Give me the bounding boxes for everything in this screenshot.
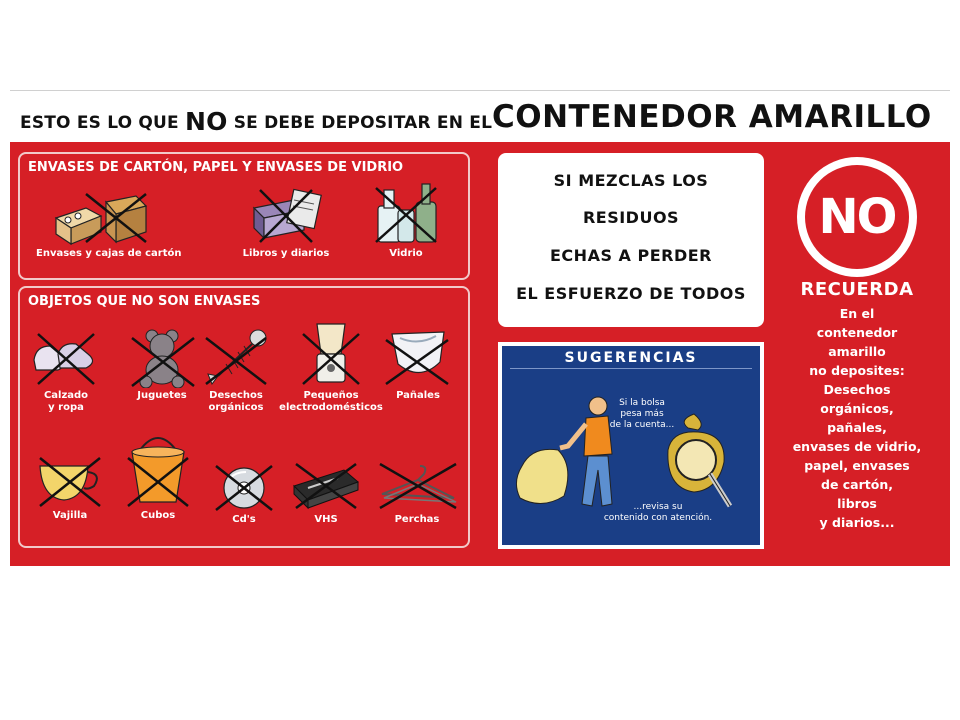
item-appliances bbox=[278, 320, 384, 414]
item-label: Desechos bbox=[209, 390, 263, 401]
message-line-2: RESIDUOS bbox=[582, 208, 680, 227]
item-hangers bbox=[372, 458, 462, 526]
vhs-icon bbox=[288, 458, 364, 512]
remember-line: y diarios... bbox=[819, 515, 895, 530]
shoes-icon bbox=[28, 326, 104, 388]
remember-line: envases de vidrio, bbox=[792, 439, 922, 454]
message-line-4: EL ESFUERZO DE TODOS bbox=[516, 284, 746, 303]
remember-line: orgánicos, bbox=[820, 401, 894, 416]
remember-line: amarillo bbox=[828, 344, 886, 359]
suggestion-line: de la cuenta... bbox=[609, 420, 675, 430]
item-vhs bbox=[286, 458, 366, 526]
suggestion-text-2 bbox=[598, 502, 718, 524]
suggestions-divider bbox=[510, 368, 752, 369]
message-line-3: ECHAS A PERDER bbox=[550, 246, 712, 265]
item-label: Libros y diarios bbox=[242, 248, 330, 259]
item-label: Perchas bbox=[394, 514, 440, 525]
item-label-2: electrodomésticos bbox=[279, 402, 383, 413]
panel-non-packaging-title: OBJETOS QUE NO SON ENVASES bbox=[28, 294, 261, 309]
item-organic bbox=[196, 326, 276, 414]
blender-icon bbox=[293, 320, 369, 388]
remember-line: no deposites: bbox=[809, 363, 905, 378]
item-cds bbox=[204, 460, 284, 526]
no-badge-text: NO bbox=[818, 189, 896, 245]
item-books bbox=[236, 186, 336, 260]
teddy-bear-icon bbox=[124, 326, 200, 388]
page-title: CONTENEDOR AMARILLO bbox=[492, 99, 932, 135]
suggestions-panel bbox=[502, 346, 760, 545]
no-badge bbox=[797, 157, 917, 277]
remember-line: Desechos bbox=[823, 382, 891, 397]
item-glass bbox=[366, 180, 446, 260]
item-label: Vidrio bbox=[389, 248, 423, 259]
item-buckets bbox=[118, 428, 198, 522]
suggestion-line: Si la bolsa bbox=[619, 398, 665, 408]
item-label: Envases y cajas de cartón bbox=[36, 248, 182, 259]
warning-message-box bbox=[498, 153, 764, 327]
suggestions-title: SUGERENCIAS bbox=[564, 350, 698, 366]
diaper-icon bbox=[380, 322, 456, 388]
item-toys bbox=[122, 326, 202, 402]
remember-body bbox=[780, 304, 934, 532]
remember-line: En el bbox=[839, 306, 875, 321]
item-label-2: y ropa bbox=[48, 402, 84, 413]
item-label: Pañales bbox=[396, 390, 440, 401]
item-shoes bbox=[26, 326, 106, 414]
item-tableware bbox=[30, 452, 110, 522]
books-icon bbox=[246, 186, 326, 246]
header-subtitle bbox=[20, 107, 492, 136]
suggestion-line: pesa más bbox=[620, 409, 664, 419]
item-label: Cubos bbox=[140, 510, 176, 521]
suggestion-line: ...revisa su bbox=[633, 502, 683, 512]
item-label: Vajilla bbox=[52, 510, 88, 521]
header-suffix: SE DEBE DEPOSITAR EN EL bbox=[233, 113, 493, 133]
item-label: Calzado bbox=[43, 390, 89, 401]
bucket-icon bbox=[120, 428, 196, 508]
header-prefix: ESTO ES LO QUE bbox=[20, 113, 179, 133]
message-line-1: SI MEZCLAS LOS bbox=[553, 171, 709, 190]
item-label: Cd's bbox=[232, 514, 256, 525]
remember-line: libros bbox=[837, 496, 877, 511]
item-label: Juguetes bbox=[137, 390, 187, 401]
header-no: NO bbox=[185, 107, 228, 136]
item-label: Pequeños bbox=[303, 390, 359, 401]
item-cardboard bbox=[36, 188, 182, 260]
no-badge-inner bbox=[805, 165, 909, 269]
item-label-2: orgánicos bbox=[208, 402, 264, 413]
cd-icon bbox=[206, 460, 282, 512]
suggestions-box bbox=[498, 342, 764, 549]
remember-line: papel, envases bbox=[804, 458, 910, 473]
panel-packaging-title: ENVASES DE CARTÓN, PAPEL Y ENVASES DE VIDRIO bbox=[28, 160, 404, 175]
remember-line: pañales, bbox=[827, 420, 887, 435]
cup-icon bbox=[32, 452, 108, 508]
cardboard-box-icon bbox=[46, 188, 166, 246]
remember-title: RECUERDA bbox=[800, 279, 914, 300]
item-diapers bbox=[378, 322, 458, 402]
remember-line: contenedor bbox=[816, 325, 898, 340]
suggestion-line: contenido con atención. bbox=[603, 513, 713, 523]
hanger-icon bbox=[374, 458, 460, 512]
glass-bottles-icon bbox=[368, 180, 444, 246]
item-label: VHS bbox=[314, 514, 338, 525]
fish-bone-icon bbox=[198, 326, 274, 388]
remember-line: de cartón, bbox=[821, 477, 893, 492]
suggestion-text-1 bbox=[602, 398, 682, 431]
